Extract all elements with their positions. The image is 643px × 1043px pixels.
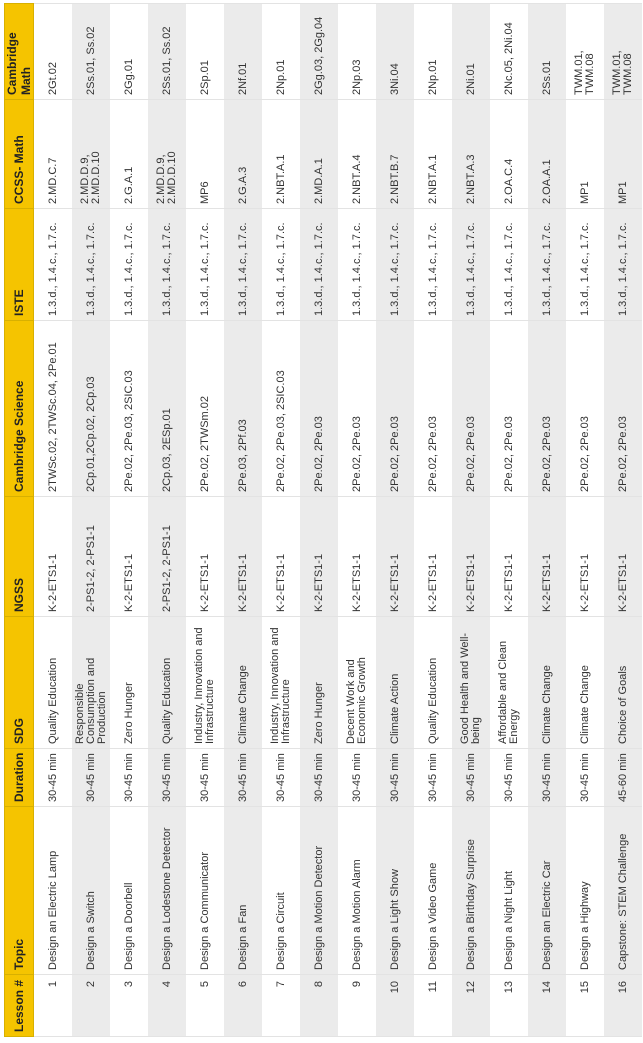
ngss-cell: K-2-ETS1-1 <box>110 497 148 617</box>
sdg-cell: Industry, Innovation and Infrastructure <box>262 617 300 749</box>
cambridge-science-cell: 2Pe.02, 2TWSm.02 <box>186 321 224 497</box>
lesson-number-cell: 8 <box>300 975 338 1037</box>
lesson-number-cell: 6 <box>224 975 262 1037</box>
ngss-cell: 2-PS1-2, 2-PS1-1 <box>148 497 186 617</box>
cambridge-science-cell: 2Pe.02, 2Pe.03 <box>452 321 490 497</box>
header-topic: Topic <box>5 807 34 975</box>
lesson-number-cell: 10 <box>376 975 414 1037</box>
iste-cell: 1.3.d., 1.4.c., 1.7.c. <box>528 209 566 321</box>
lesson-number-cell: 7 <box>262 975 300 1037</box>
cambridge-math-cell: 2Sp.01 <box>186 4 224 100</box>
lesson-number-cell: 11 <box>414 975 452 1037</box>
duration-cell: 30-45 min <box>528 749 566 807</box>
lesson-number-cell: 15 <box>566 975 604 1037</box>
cambridge-math-cell: 2Gg.03, 2Gg.04 <box>300 4 338 100</box>
cambridge-science-cell: 2Pe.02, 2Pe.03 <box>490 321 528 497</box>
cambridge-math-cell: 2Gg.01 <box>110 4 148 100</box>
header-lesson-number: Lesson # <box>5 975 34 1037</box>
header-sdg: SDG <box>5 617 34 749</box>
ccss-math-cell: 2.NBT.A.1 <box>414 100 452 209</box>
header-duration: Duration <box>5 749 34 807</box>
ccss-math-cell: 2.NBT.A.4 <box>338 100 376 209</box>
topic-cell: Design a Fan <box>224 807 262 975</box>
duration-cell: 30-45 min <box>72 749 110 807</box>
iste-cell: 1.3.d., 1.4.c., 1.7.c. <box>72 209 110 321</box>
header-ngss: NGSS <box>5 497 34 617</box>
cambridge-math-cell: 3Ni.04 <box>376 4 414 100</box>
cambridge-science-cell: 2TWSc.02, 2TWSc.04, 2Pe.01 <box>34 321 73 497</box>
topic-cell: Capstone: STEM Challenge <box>604 807 642 975</box>
sdg-cell: Quality Education <box>414 617 452 749</box>
cambridge-science-cell: 2Pe.03, 2Pf.03 <box>224 321 262 497</box>
ccss-math-cell: MP6 <box>186 100 224 209</box>
table-row <box>186 4 224 1037</box>
sdg-cell: Responsible Consumption and Production <box>72 617 110 749</box>
cambridge-math-cell: 2Nf.01 <box>224 4 262 100</box>
ccss-math-cell: 2.MD.D.9, 2.MD.D.10 <box>72 100 110 209</box>
topic-cell: Design a Doorbell <box>110 807 148 975</box>
header-ccss-math: CCSS- Math <box>5 100 34 209</box>
table-row <box>376 4 414 1037</box>
iste-cell: 1.3.d., 1.4.c., 1.7.c. <box>110 209 148 321</box>
duration-cell: 45-60 min <box>604 749 642 807</box>
lesson-number-cell: 9 <box>338 975 376 1037</box>
duration-cell: 30-45 min <box>414 749 452 807</box>
ccss-math-cell: 2.MD.D.9, 2.MD.D.10 <box>148 100 186 209</box>
table-row <box>452 4 490 1037</box>
ngss-cell: K-2-ETS1-1 <box>224 497 262 617</box>
cambridge-math-cell: TWM.01, TWM.08 <box>566 4 604 100</box>
iste-cell: 1.3.d., 1.4.c., 1.7.c. <box>34 209 73 321</box>
duration-cell: 30-45 min <box>452 749 490 807</box>
iste-cell: 1.3.d., 1.4.c., 1.7.c. <box>262 209 300 321</box>
cambridge-science-cell: 2Pe.02, 2Pe.03 <box>300 321 338 497</box>
topic-cell: Design a Motion Detector <box>300 807 338 975</box>
topic-cell: Design a Lodestone Detector <box>148 807 186 975</box>
sdg-cell: Climate Change <box>566 617 604 749</box>
iste-cell: 1.3.d., 1.4.c., 1.7.c. <box>604 209 642 321</box>
duration-cell: 30-45 min <box>338 749 376 807</box>
duration-cell: 30-45 min <box>262 749 300 807</box>
table-row <box>262 4 300 1037</box>
lesson-number-cell: 2 <box>72 975 110 1037</box>
cambridge-science-cell: 2Pe.02, 2Pe.03 <box>338 321 376 497</box>
duration-cell: 30-45 min <box>224 749 262 807</box>
duration-cell: 30-45 min <box>376 749 414 807</box>
sdg-cell: Decent Work and Economic Growth <box>338 617 376 749</box>
header-cambridge-math: Cambridge Math <box>5 4 34 100</box>
table-row <box>566 4 604 1037</box>
header-cambridge-science: Cambridge Science <box>5 321 34 497</box>
cambridge-math-cell: 2Nc.05, 2Ni.04 <box>490 4 528 100</box>
topic-cell: Design a Switch <box>72 807 110 975</box>
lesson-number-cell: 4 <box>148 975 186 1037</box>
duration-cell: 30-45 min <box>186 749 224 807</box>
table-row <box>414 4 452 1037</box>
cambridge-math-cell: 2Np.01 <box>262 4 300 100</box>
ngss-cell: K-2-ETS1-1 <box>528 497 566 617</box>
table-row <box>300 4 338 1037</box>
ngss-cell: K-2-ETS1-1 <box>604 497 642 617</box>
topic-cell: Design a Circuit <box>262 807 300 975</box>
sdg-cell: Choice of Goals <box>604 617 642 749</box>
ccss-math-cell: 2.NBT.B.7 <box>376 100 414 209</box>
ccss-math-cell: 2.G.A.1 <box>110 100 148 209</box>
cambridge-math-cell: 2Np.03 <box>338 4 376 100</box>
sdg-cell: Climate Change <box>224 617 262 749</box>
iste-cell: 1.3.d., 1.4.c., 1.7.c. <box>490 209 528 321</box>
table-row <box>338 4 376 1037</box>
duration-cell: 30-45 min <box>566 749 604 807</box>
iste-cell: 1.3.d., 1.4.c., 1.7.c. <box>376 209 414 321</box>
ccss-math-cell: 2.OA.A.1 <box>528 100 566 209</box>
iste-cell: 1.3.d., 1.4.c., 1.7.c. <box>452 209 490 321</box>
cambridge-science-cell: 2Pe.02, 2Pe.03, 2SIC.03 <box>262 321 300 497</box>
table-row <box>148 4 186 1037</box>
topic-cell: Design a Night Light <box>490 807 528 975</box>
header-row <box>5 4 34 1037</box>
cambridge-science-cell: 2Cp.01,2Cp.02, 2Cp.03 <box>72 321 110 497</box>
lesson-number-cell: 16 <box>604 975 642 1037</box>
sdg-cell: Quality Education <box>148 617 186 749</box>
sdg-cell: Zero Hunger <box>300 617 338 749</box>
table-row <box>110 4 148 1037</box>
lesson-number-cell: 5 <box>186 975 224 1037</box>
table-row <box>72 4 110 1037</box>
ccss-math-cell: 2.G.A.3 <box>224 100 262 209</box>
cambridge-science-cell: 2Pe.02, 2Pe.03 <box>566 321 604 497</box>
topic-cell: Design a Light Show <box>376 807 414 975</box>
sdg-cell: Affordable and Clean Energy <box>490 617 528 749</box>
ngss-cell: K-2-ETS1-1 <box>338 497 376 617</box>
iste-cell: 1.3.d., 1.4.c., 1.7.c. <box>300 209 338 321</box>
ngss-cell: K-2-ETS1-1 <box>376 497 414 617</box>
cambridge-math-cell: 2Gt.02 <box>34 4 73 100</box>
ccss-math-cell: 2.NBT.A.1 <box>262 100 300 209</box>
ngss-cell: K-2-ETS1-1 <box>566 497 604 617</box>
duration-cell: 30-45 min <box>148 749 186 807</box>
ngss-cell: K-2-ETS1-1 <box>300 497 338 617</box>
ngss-cell: K-2-ETS1-1 <box>262 497 300 617</box>
duration-cell: 30-45 min <box>300 749 338 807</box>
sdg-cell: Good Health and Well-being <box>452 617 490 749</box>
iste-cell: 1.3.d., 1.4.c., 1.7.c. <box>414 209 452 321</box>
ccss-math-cell: 2.OA.C.4 <box>490 100 528 209</box>
cambridge-science-cell: 2Pe.02, 2Pe.03 <box>414 321 452 497</box>
lesson-number-cell: 1 <box>34 975 73 1037</box>
ccss-math-cell: 2.NBT.A.3 <box>452 100 490 209</box>
cambridge-math-cell: 2Ss.01, Ss.02 <box>148 4 186 100</box>
table-row <box>224 4 262 1037</box>
lesson-number-cell: 12 <box>452 975 490 1037</box>
lesson-number-cell: 13 <box>490 975 528 1037</box>
duration-cell: 30-45 min <box>490 749 528 807</box>
cambridge-science-cell: 2Cp.03, 2ESp.01 <box>148 321 186 497</box>
topic-cell: Design a Video Game <box>414 807 452 975</box>
cambridge-math-cell: 2Np.01 <box>414 4 452 100</box>
iste-cell: 1.3.d., 1.4.c., 1.7.c. <box>566 209 604 321</box>
standards-table <box>4 3 642 1037</box>
ccss-math-cell: MP1 <box>566 100 604 209</box>
ngss-cell: K-2-ETS1-1 <box>34 497 73 617</box>
ngss-cell: K-2-ETS1-1 <box>186 497 224 617</box>
duration-cell: 30-45 min <box>34 749 73 807</box>
lesson-number-cell: 3 <box>110 975 148 1037</box>
cambridge-math-cell: 2Ss.01 <box>528 4 566 100</box>
sdg-cell: Zero Hunger <box>110 617 148 749</box>
iste-cell: 1.3.d., 1.4.c., 1.7.c. <box>148 209 186 321</box>
ccss-math-cell: 2.MD.A.1 <box>300 100 338 209</box>
cambridge-science-cell: 2Pe.02, 2Pe.03 <box>528 321 566 497</box>
iste-cell: 1.3.d., 1.4.c., 1.7.c. <box>186 209 224 321</box>
topic-cell: Design a Birthday Surprise <box>452 807 490 975</box>
topic-cell: Design a Motion Alarm <box>338 807 376 975</box>
cambridge-science-cell: 2Pe.02, 2Pe.03 <box>376 321 414 497</box>
cambridge-science-cell: 2Pe.02, 2Pe.03, 2SIC.03 <box>110 321 148 497</box>
ngss-cell: K-2-ETS1-1 <box>414 497 452 617</box>
cambridge-math-cell: TWM.01, TWM.08 <box>604 4 642 100</box>
ngss-cell: K-2-ETS1-1 <box>452 497 490 617</box>
topic-cell: Design a Highway <box>566 807 604 975</box>
sdg-cell: Climate Change <box>528 617 566 749</box>
topic-cell: Design an Electric Car <box>528 807 566 975</box>
sdg-cell: Industry, Innovation and Infrastructure <box>186 617 224 749</box>
iste-cell: 1.3.d., 1.4.c., 1.7.c. <box>224 209 262 321</box>
table-row <box>604 4 642 1037</box>
table-row <box>34 4 73 1037</box>
ngss-cell: 2-PS1-2, 2-PS1-1 <box>72 497 110 617</box>
table-row <box>528 4 566 1037</box>
ngss-cell: K-2-ETS1-1 <box>490 497 528 617</box>
cambridge-math-cell: 2Ss.01, Ss.02 <box>72 4 110 100</box>
topic-cell: Design an Electric Lamp <box>34 807 73 975</box>
iste-cell: 1.3.d., 1.4.c., 1.7.c. <box>338 209 376 321</box>
ccss-math-cell: 2.MD.C.7 <box>34 100 73 209</box>
header-iste: ISTE <box>5 209 34 321</box>
duration-cell: 30-45 min <box>110 749 148 807</box>
table-row <box>490 4 528 1037</box>
cambridge-science-cell: 2Pe.02, 2Pe.03 <box>604 321 642 497</box>
lesson-number-cell: 14 <box>528 975 566 1037</box>
sdg-cell: Quality Education <box>34 617 73 749</box>
sdg-cell: Climate Action <box>376 617 414 749</box>
cambridge-math-cell: 2Ni.01 <box>452 4 490 100</box>
ccss-math-cell: MP1 <box>604 100 642 209</box>
topic-cell: Design a Communicator <box>186 807 224 975</box>
